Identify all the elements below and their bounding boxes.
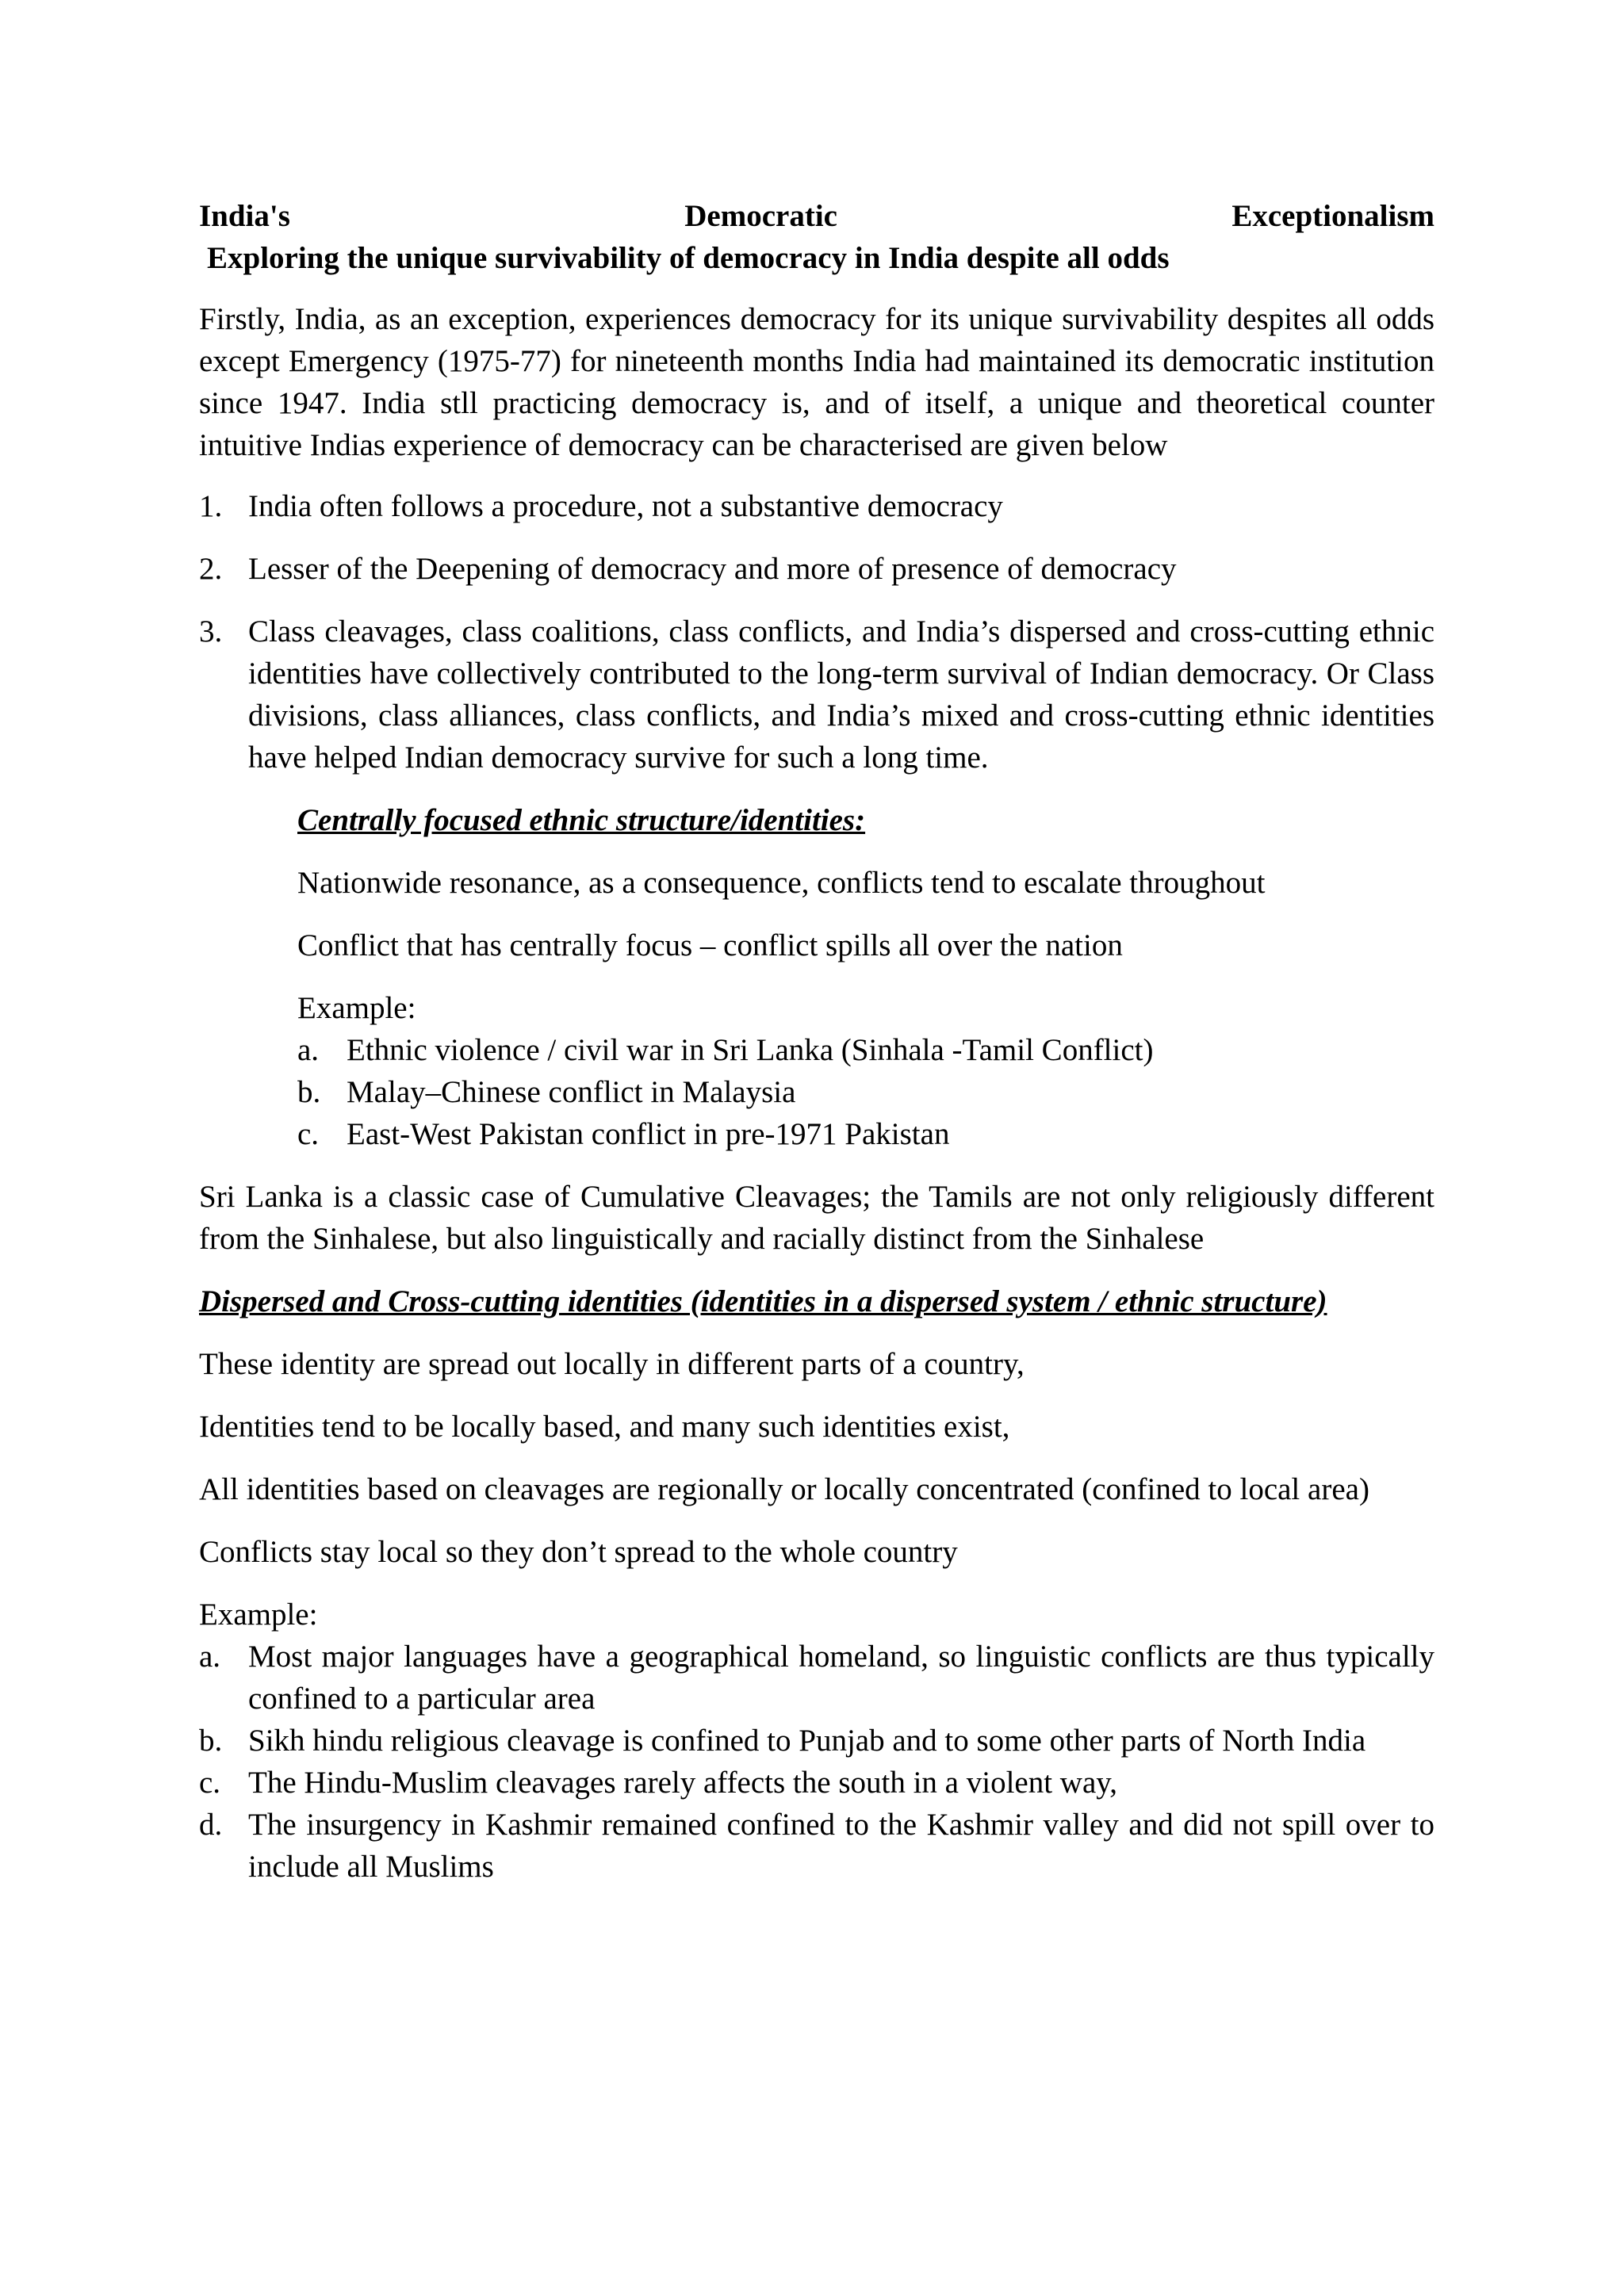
numbered-list — [199, 485, 1434, 779]
list-number: 2. — [199, 552, 223, 586]
list-item — [199, 1720, 1434, 1762]
central-heading: Centrally focused ethnic structure/identities: — [297, 803, 866, 837]
list-item — [199, 485, 1434, 527]
document-subtitle: Exploring the unique survivability of democracy in India despite all odds — [207, 241, 1170, 275]
title-word-1: India's — [199, 199, 290, 233]
central-example-label: Example: — [297, 991, 416, 1025]
document-page — [199, 195, 1434, 1888]
dispersed-line-4: Conflicts stay local so they don’t spread to the whole country — [199, 1535, 958, 1569]
title-word-3: Exceptionalism — [1231, 199, 1434, 233]
list-letter: a. — [297, 1033, 320, 1067]
list-item — [199, 548, 1434, 590]
list-item — [199, 1804, 1434, 1888]
list-letter: c. — [199, 1766, 221, 1800]
list-number: 3. — [199, 614, 223, 649]
dispersed-line-2: Identities tend to be locally based, and many such identities exist, — [199, 1410, 1010, 1444]
list-letter: d. — [199, 1808, 223, 1842]
dispersed-example-label: Example: — [199, 1598, 318, 1632]
srilanka-paragraph: Sri Lanka is a classic case of Cumulative Cleavages; the Tamils are not only religiously different from the Sinhalese, but also linguistically and racially distinct from the Sinhalese — [199, 1180, 1434, 1256]
dispersed-line-3: All identities based on cleavages are regionally or locally concentrated (confined to local area) — [199, 1472, 1369, 1506]
list-item-text: Class cleavages, class coalitions, class conflicts, and India’s dispersed and cross-cutting ethnic identities have collectively contributed to the long-term survival of Indian democracy. Or Class divisions, class alliances, class conflicts, and India’s mixed and cross-cutting ethnic identities have helped Indian democracy survive for such a long time. — [248, 614, 1434, 775]
list-item — [199, 1636, 1434, 1720]
list-item-text: India often follows a procedure, not a substantive democracy — [248, 489, 1003, 523]
list-item-text: The Hindu-Muslim cleavages rarely affects the south in a violent way, — [248, 1766, 1117, 1800]
dispersed-line-1: These identity are spread out locally in different parts of a country, — [199, 1347, 1025, 1381]
list-item-text: East-West Pakistan conflict in pre-1971 Pakistan — [347, 1117, 950, 1151]
list-item-text: Malay–Chinese conflict in Malaysia — [347, 1075, 796, 1109]
list-item — [297, 1071, 1434, 1113]
central-line-1: Nationwide resonance, as a consequence, conflicts tend to escalate throughout — [297, 866, 1266, 900]
central-examples-list — [297, 1029, 1434, 1155]
list-letter: c. — [297, 1117, 320, 1151]
list-item-text: Sikh hindu religious cleavage is confined to Punjab and to some other parts of North India — [248, 1724, 1366, 1758]
list-item — [199, 610, 1434, 779]
list-item-text: Lesser of the Deepening of democracy and more of presence of democracy — [248, 552, 1177, 586]
list-letter: b. — [297, 1075, 321, 1109]
list-item-text: The insurgency in Kashmir remained confined to the Kashmir valley and did not spill over to include all Muslims — [248, 1808, 1434, 1884]
dispersed-heading: Dispersed and Cross-cutting identities (identities in a dispersed system / ethnic structure) — [199, 1284, 1327, 1318]
central-section — [297, 799, 1434, 1155]
list-item-text: Ethnic violence / civil war in Sri Lanka (Sinhala -Tamil Conflict) — [347, 1033, 1154, 1067]
list-number: 1. — [199, 489, 223, 523]
title-word-2: Democratic — [684, 199, 837, 233]
intro-paragraph: Firstly, India, as an exception, experiences democracy for its unique survivability despites all odds except Emergency (1975-77) for nineteenth months India had maintained its democratic institution since 1947. India stll practicing democracy is, and of itself, a unique and theoretical counter intuitive Indias experience of democracy can be characterised are given below — [199, 302, 1434, 462]
list-letter: a. — [199, 1640, 221, 1674]
list-item — [199, 1762, 1434, 1804]
list-item — [297, 1113, 1434, 1155]
list-letter: b. — [199, 1724, 223, 1758]
dispersed-examples-list — [199, 1636, 1434, 1888]
list-item-text: Most major languages have a geographical homeland, so linguistic conflicts are thus typically confined to a particular area — [248, 1640, 1434, 1716]
central-line-2: Conflict that has centrally focus – conflict spills all over the nation — [297, 928, 1123, 962]
list-item — [297, 1029, 1434, 1071]
document-title — [199, 195, 1434, 237]
